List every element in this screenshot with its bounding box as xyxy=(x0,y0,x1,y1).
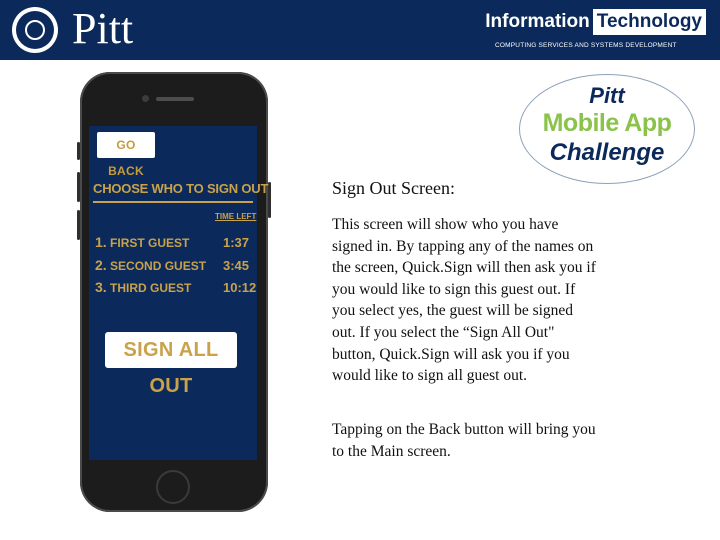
it-logo-part1: Information xyxy=(485,11,590,32)
sign-out-title: CHOOSE WHO TO SIGN OUT xyxy=(93,181,269,196)
back-button-note: Tapping on the Back button will bring you to the Main screen. xyxy=(332,421,596,460)
university-seal-icon xyxy=(12,7,58,53)
guest-number: 1. xyxy=(95,234,107,250)
guest-name: FIRST GUEST xyxy=(110,236,190,250)
guest-number: 2. xyxy=(95,257,107,273)
guest-number: 3. xyxy=(95,279,107,295)
guest-name: SECOND GUEST xyxy=(110,259,207,273)
phone-side-button xyxy=(77,142,80,160)
sign-all-out-button[interactable]: SIGN ALL OUT xyxy=(105,332,237,368)
logo-line-1: Pitt xyxy=(589,83,625,108)
time-left-header: TIME LEFT xyxy=(215,212,257,221)
speaker-grille xyxy=(156,97,194,101)
it-logo-part2: Technology xyxy=(593,9,706,35)
guest-time-left: 10:12 xyxy=(223,280,257,295)
phone-screen xyxy=(89,126,269,460)
logo-line-2: Mobile App xyxy=(542,109,672,137)
guest-time-left: 3:45 xyxy=(223,258,250,273)
home-button[interactable] xyxy=(156,470,190,504)
logo-line-3: Challenge xyxy=(549,139,665,166)
guest-name: THIRD GUEST xyxy=(110,281,192,295)
section-heading: Sign Out Screen: xyxy=(332,178,455,198)
it-subtitle: COMPUTING SERVICES AND SYSTEMS DEVELOPMENT xyxy=(495,42,677,49)
mobile-app-challenge-logo xyxy=(519,74,695,184)
guest-time-left: 1:37 xyxy=(223,235,250,250)
phone-mockup xyxy=(80,72,268,512)
phone-power-button xyxy=(268,182,271,218)
phone-volume-up xyxy=(77,172,80,202)
guest-row-2[interactable] xyxy=(95,257,255,277)
guest-row-3[interactable] xyxy=(95,279,255,299)
header-bar xyxy=(0,0,720,60)
description-paragraph: This screen will show who you have signed in. By tapping any of the names on the screen, Quick.Sign will then ask you if you would like to sign this guest out. If you select yes, the guest will be signed out. If you select the “Sign All Out" button, Quick.Sign will ask you if you would like to sign all guest out. xyxy=(332,216,596,385)
title-divider xyxy=(93,201,253,203)
phone-volume-down xyxy=(77,210,80,240)
go-back-button[interactable]: GO BACK xyxy=(97,132,155,158)
guest-row-1[interactable] xyxy=(95,234,255,254)
camera-icon xyxy=(142,95,149,102)
it-logo xyxy=(485,9,706,35)
brand-wordmark: Pitt xyxy=(72,4,134,53)
